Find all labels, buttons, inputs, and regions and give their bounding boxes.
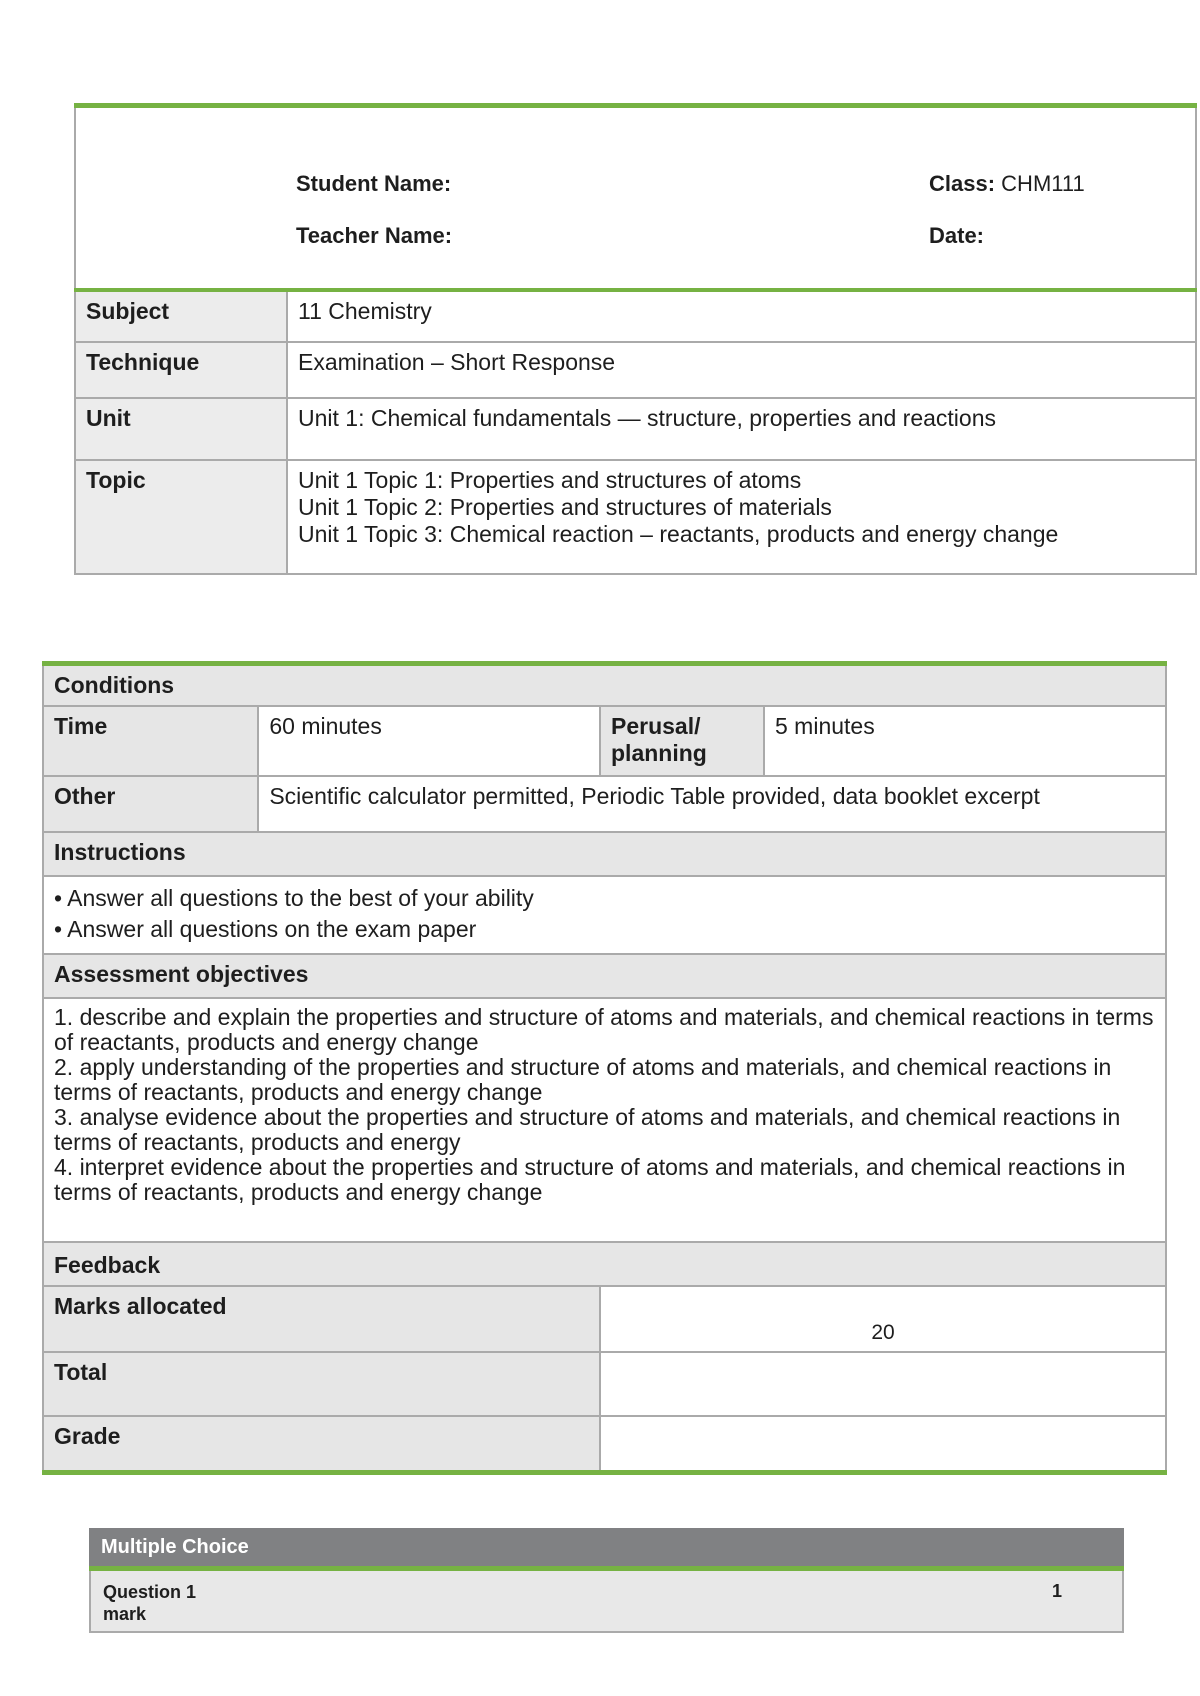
question-row (89, 1571, 1124, 1633)
student-header-cell (75, 106, 1196, 291)
objective-item: 3. analyse evidence about the properties and structure of atoms and materials, and chemical reactions in terms of reactants, products and energy (54, 1104, 1121, 1155)
objective-item: 1. describe and explain the properties and structure of atoms and materials, and chemical reactions in terms of reactants, products and energy change (54, 1004, 1154, 1055)
perusal-value: 5 minutes (764, 706, 1166, 776)
objective-item: 4. interpret evidence about the properties and structure of atoms and materials, and chemical reactions in terms of reactants, products and energy change (54, 1154, 1126, 1205)
perusal-label: Perusal/ planning (600, 706, 764, 776)
technique-label: Technique (75, 342, 287, 398)
conditions-table (42, 661, 1167, 1475)
topic-list (287, 460, 1196, 574)
other-row (43, 776, 1166, 832)
subject-row (75, 290, 1196, 342)
class-date-block (929, 158, 1085, 262)
assessment-info-table (74, 103, 1197, 575)
technique-row (75, 342, 1196, 398)
marks-row (43, 1286, 1166, 1352)
multiple-choice-heading: Multiple Choice (89, 1528, 1124, 1571)
student-name-label: Student Name: (296, 171, 452, 196)
total-label: Total (43, 1352, 600, 1416)
objective-item: 2. apply understanding of the properties and structure of atoms and materials, and chemical reactions in terms of reactants, products and energy change (54, 1054, 1112, 1105)
instructions-list (43, 876, 1166, 954)
topic-item: Unit 1 Topic 3: Chemical reaction – reactants, products and energy change (298, 521, 1059, 547)
instruction-item: • Answer all questions on the exam paper (54, 916, 477, 942)
objectives-heading: Assessment objectives (43, 954, 1166, 998)
time-label: Time (43, 706, 258, 776)
subject-label: Subject (75, 290, 287, 342)
other-label: Other (43, 776, 258, 832)
multiple-choice-section (89, 1528, 1124, 1633)
grade-label: Grade (43, 1416, 600, 1472)
question-marks: 1 (1052, 1581, 1063, 1601)
topic-item: Unit 1 Topic 2: Properties and structures of materials (298, 494, 832, 520)
subject-value: 11 Chemistry (287, 290, 1196, 342)
instructions-heading: Instructions (43, 832, 1166, 876)
teacher-name-label: Teacher Name: (296, 223, 453, 248)
time-value: 60 minutes (258, 706, 600, 776)
class-value: CHM111 (1001, 171, 1085, 196)
total-value[interactable] (600, 1352, 1166, 1416)
unit-value: Unit 1: Chemical fundamentals — structure, properties and reactions (287, 398, 1196, 460)
class-label: Class: (929, 171, 996, 196)
topic-item: Unit 1 Topic 1: Properties and structures of atoms (298, 467, 802, 493)
time-row (43, 706, 1166, 776)
instruction-item: • Answer all questions to the best of your ability (54, 885, 534, 911)
date-label: Date: (929, 223, 985, 248)
conditions-heading: Conditions (43, 664, 1166, 707)
marks-label: Marks allocated (43, 1286, 600, 1352)
student-teacher-block (296, 158, 452, 262)
total-row (43, 1352, 1166, 1416)
topic-label: Topic (75, 460, 287, 574)
unit-row (75, 398, 1196, 460)
question-label: Question 1 mark (103, 1582, 197, 1624)
grade-row (43, 1416, 1166, 1472)
technique-value: Examination – Short Response (287, 342, 1196, 398)
topic-row (75, 460, 1196, 574)
other-value: Scientific calculator permitted, Periodic Table provided, data booklet excerpt (258, 776, 1166, 832)
grade-value[interactable] (600, 1416, 1166, 1472)
marks-value: 20 (600, 1286, 1166, 1352)
feedback-heading: Feedback (43, 1242, 1166, 1286)
unit-label: Unit (75, 398, 287, 460)
objectives-list (43, 998, 1166, 1242)
